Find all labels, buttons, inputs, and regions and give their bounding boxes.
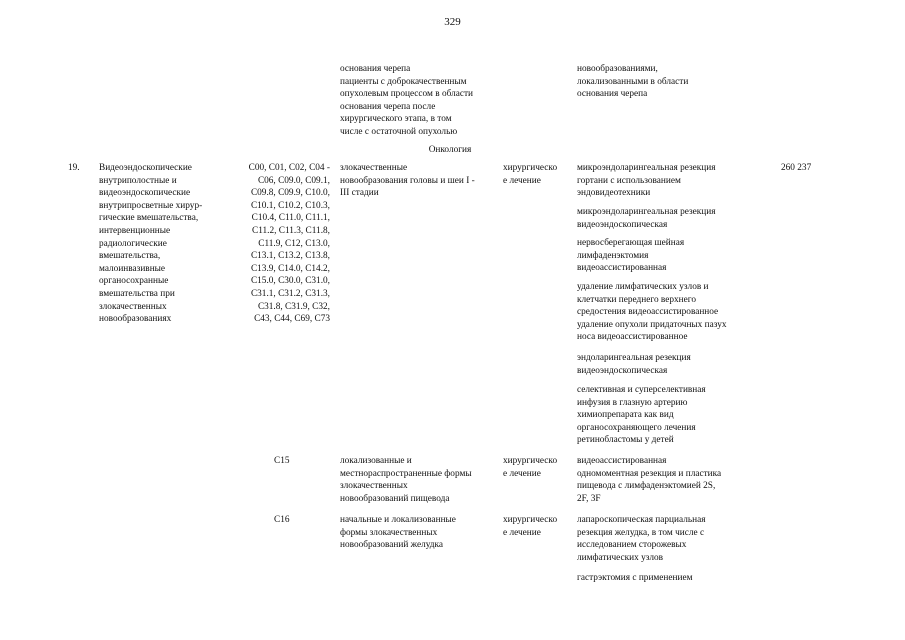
condition-line: III стадии	[340, 188, 379, 199]
method-block	[577, 384, 767, 447]
method-cell-c15	[577, 455, 767, 505]
condition-line: новообразования головы и шеи I -	[340, 175, 475, 186]
method-line: лимфатических узлов	[577, 552, 664, 563]
top-condition-line: числе с остаточной опухолью	[340, 126, 458, 137]
condition-line: локализованные и	[340, 456, 412, 466]
method-line: клетчатки переднего верхнего	[577, 294, 697, 305]
row-number: 19.	[68, 163, 80, 173]
icd-codes-line: C10.1, C10.2, C10.3,	[250, 200, 330, 211]
icd-codes-line: C13.1, C13.2, C13.8,	[250, 251, 330, 262]
group-line: вмешательства при	[99, 288, 175, 299]
group-line: малоинвазивные	[99, 263, 166, 274]
icd-codes-line: C15.0, C30.0, C31.0,	[250, 276, 330, 287]
group-line: Видеоэндоскопические	[99, 163, 192, 173]
treatment-cell-c15	[503, 455, 573, 480]
condition-line: злокачественные	[340, 163, 408, 173]
top-condition-line: хирургического этапа, в том	[340, 114, 452, 125]
group-line: злокачественных	[99, 301, 167, 312]
method-line: удаление лимфатических узлов и	[577, 282, 709, 292]
icd-codes-line: C06, C09.0, C09.1,	[257, 175, 330, 186]
condition-line: новообразований пищевода	[340, 493, 450, 504]
method-line: нервосберегающая шейная	[577, 238, 685, 248]
treatment-cell-c16	[503, 514, 573, 539]
treatment-cell	[503, 162, 573, 187]
group-line: видеоэндоскопические	[99, 188, 191, 199]
top-condition-line: основания черепа	[340, 64, 411, 74]
method-block	[577, 237, 767, 275]
method-cell-c16	[577, 514, 767, 564]
method-line: органосохраняющего лечения	[577, 422, 696, 433]
method-line: видеоассистированная	[577, 263, 667, 274]
method-line: лапароскопическая парциальная	[577, 515, 706, 525]
top-method-line: локализованными в области	[577, 76, 689, 87]
condition-cell-c16	[340, 514, 505, 552]
group-line: новообразованиях	[99, 314, 172, 325]
condition-cell	[340, 162, 505, 200]
treatment-line: хирургическо	[503, 456, 558, 466]
icd-codes-line: C11.2, C11.3, C11.8,	[252, 225, 330, 236]
group-line: интервенционные	[99, 225, 171, 236]
icd-codes-line: C43, C44, C69, C73	[254, 314, 330, 325]
price-cell: 260 237	[781, 163, 812, 173]
icd-code-c15: C15	[274, 456, 290, 466]
group-line: органосохранные	[99, 276, 169, 287]
method-line: пищевода с лимфаденэктомией 2S,	[577, 481, 716, 492]
method-line: исследованием сторожевых	[577, 540, 687, 551]
method-line: резекция желудка, в том числе с	[577, 527, 705, 538]
method-line: видеоэндоскопическая	[577, 219, 668, 230]
method-block	[577, 281, 767, 344]
group-line: гические вмешательства,	[99, 213, 199, 224]
method-cell-c16-2	[577, 572, 767, 585]
method-line: химиопрепарата как вид	[577, 410, 674, 421]
method-line: одномоментная резекция и пластика	[577, 468, 722, 479]
treatment-line: е лечение	[503, 175, 541, 186]
group-line: вмешательства,	[99, 251, 161, 262]
method-line: носа видеоассистированное	[577, 332, 688, 343]
icd-code-c16: C16	[274, 515, 290, 525]
method-line: гортани с использованием	[577, 175, 681, 186]
method-line: лимфаденэктомия	[577, 250, 649, 261]
method-line: микроэндоларингеальная резекция	[577, 207, 716, 217]
method-line: инфузия в глазную артерию	[577, 397, 688, 408]
icd-codes-line: C31.8, C31.9, C32,	[257, 301, 330, 312]
condition-line: начальные и локализованные	[340, 515, 456, 525]
method-line: средостения видеоассистированное	[577, 307, 719, 318]
group-line: внутрипросветные хирур-	[99, 200, 203, 211]
method-block	[577, 162, 767, 200]
condition-line: местнораспространенные формы	[340, 468, 472, 479]
method-line: удаление опухоли придаточных пазух	[577, 319, 727, 330]
method-line: видеоассистированная	[577, 456, 667, 466]
method-line: эндоларингеальная резекция	[577, 353, 691, 363]
top-condition-line: опухолевым процессом в области	[340, 89, 474, 100]
condition-line: злокачественных	[340, 481, 408, 492]
condition-line: новообразований желудка	[340, 540, 444, 551]
icd-codes-line: C09.8, C09.9, C10.0,	[250, 188, 330, 199]
group-line: внутриполостные и	[99, 175, 177, 186]
method-block	[577, 206, 767, 231]
method-line: видеоэндоскопическая	[577, 365, 668, 376]
method-line: ретинобластомы у детей	[577, 435, 674, 446]
method-line: 2F, 3F	[577, 493, 601, 504]
icd-codes-line: C00, C01, C02, C04 -	[248, 163, 330, 173]
condition-cell-c15	[340, 455, 505, 505]
method-line: селективная и суперселективная	[577, 385, 706, 395]
icd-codes-line: C10.4, C11.0, C11.1,	[251, 213, 330, 224]
page-number: 329	[444, 16, 461, 28]
top-condition-line: основания черепа после	[340, 101, 436, 112]
icd-codes-cell	[228, 162, 330, 326]
icd-codes-line: C31.1, C31.2, C31.3,	[250, 288, 330, 299]
method-line: микроэндоларингеальная резекция	[577, 163, 716, 173]
top-method-line: новообразованиями,	[577, 64, 658, 74]
icd-codes-line: C13.9, C14.0, C14.2,	[250, 263, 330, 274]
treatment-line: е лечение	[503, 468, 541, 479]
top-condition-line: пациенты с доброкачественным	[340, 76, 467, 87]
top-method-line: основания черепа	[577, 89, 648, 100]
top-condition-cell	[340, 63, 505, 139]
group-line: радиологические	[99, 238, 167, 249]
top-method-cell	[577, 63, 767, 101]
icd-codes-line: C11.9, C12, C13.0,	[258, 238, 330, 249]
method-line: эндовидеотехники	[577, 188, 651, 199]
treatment-line: е лечение	[503, 527, 541, 538]
group-cell	[99, 162, 229, 326]
section-title: Онкология	[428, 145, 472, 155]
method-line: гастрэктомия с применением	[577, 573, 693, 583]
treatment-line: хирургическо	[503, 515, 558, 525]
condition-line: формы злокачественных	[340, 527, 438, 538]
treatment-line: хирургическо	[503, 163, 558, 173]
method-block	[577, 352, 767, 377]
